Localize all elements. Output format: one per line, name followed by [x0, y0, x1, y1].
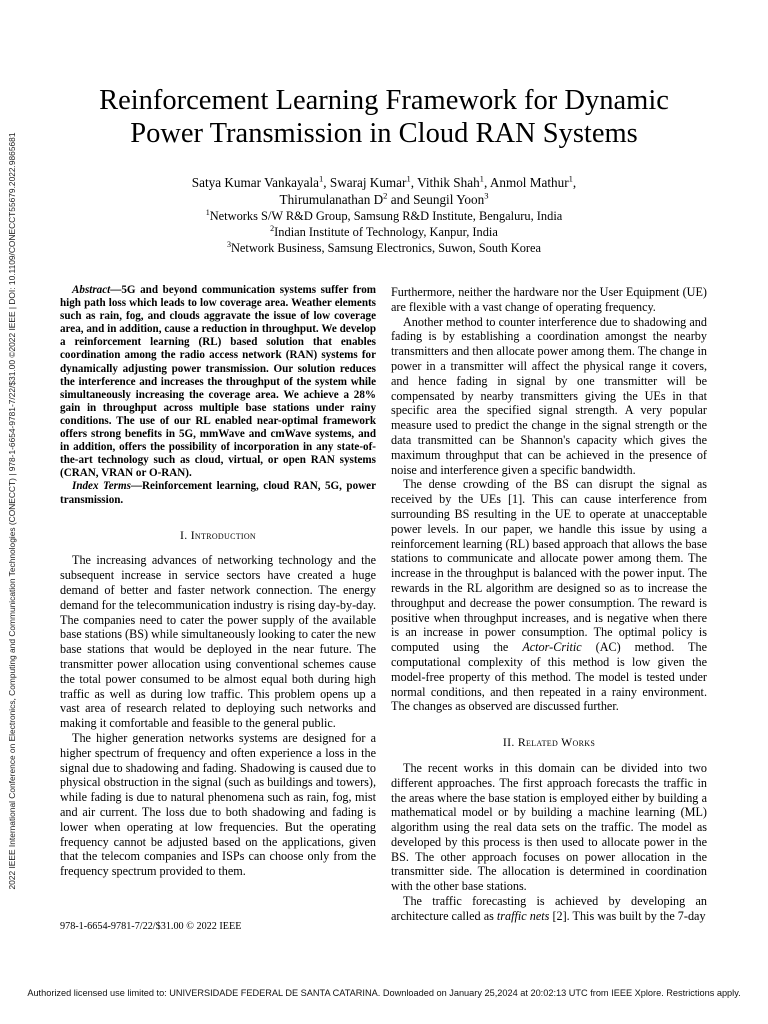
index-terms-text: —Reinforcement learning, cloud RAN, 5G, power transmission.	[60, 480, 376, 506]
paragraph: Another method to counter interference due to shadowing and fading is by establishing a coordination amongst the nearby transmitters and then allocate power among them. The change in power in a transmitter will affect the physical range it covers, and hence fading in signal by one transmitter will be compensated by nearby transmitters giving the UEs in that specific area the specified signal strength. A very popular measure used to predict the change in the signal strength or the data transmitted can be Shannon's capacity which gives the maximum throughput that can be achieved in the presence of noise and interference given a specific bandwidth.	[391, 314, 707, 477]
emphasis-text: Actor-Critic	[522, 640, 582, 655]
affil-text: Indian Institute of Technology, Kanpur, India	[274, 225, 498, 239]
right-column	[391, 285, 707, 924]
affil-mark: 2	[270, 223, 275, 233]
author-line-1	[40, 174, 728, 191]
section-title: Introduction	[190, 527, 257, 542]
section-heading-related-works	[391, 735, 707, 750]
license-footer: Authorized licensed use limited to: UNIVERSIDADE FEDERAL DE SANTA CATARINA. Downloaded on January 25,2024 at 20:02:13 UTC from IEEE Xplore. Restrictions apply.	[27, 988, 741, 998]
paragraph: The increasing advances of networking technology and the subsequent increase in service sectors have created a huge demand of better and faster network connection. The energy demand for the telecommunication industry is rising day-by-day. The companies need to cater the power supply of the available base stations (BS) while simultaneously looking to cater the new base stations that would be deployed in the near future. The transmitter power allocation using conventional schemes cause the total power consumed to be almost equal both during high traffic as well as during low traffic. This problem opens up a vast area of research related to deploying such networks and making it comfortable and feasible to the general public.	[60, 553, 377, 731]
author-affil-mark: 1	[319, 173, 324, 184]
abstract-label: Abstract	[72, 284, 111, 296]
index-terms-label: Index Terms	[72, 480, 131, 493]
author-name: , Anmol Mathur	[483, 175, 569, 190]
author-affil-mark: 1	[406, 173, 411, 184]
author-affil-mark: 1	[568, 173, 573, 184]
paragraph-text: (AC) method. The computational complexity of this method is low given the model-free property of this method. The model is tested under normal conditions, and then repeated in a rainy environment. The changes as observed are discussed further.	[391, 640, 707, 714]
affil-mark: 3	[226, 239, 231, 249]
title-line-1: Reinforcement Learning Framework for Dynamic	[99, 85, 669, 116]
affil-mark: 1	[205, 207, 210, 217]
section-number: II.	[502, 735, 515, 750]
paragraph-text: The dense crowding of the BS can disrupt the signal as received by the UEs [1]. This can cause interference from surrounding BS resulting in the UE to operate at unacceptable power levels. In our paper, we handle this issue by using a reinforcement learning (RL) based approach that allows the base stations to communicate and allocate power among them. The increase in the throughput is balanced with the power input. The rewards in the RL algorithm are designed so as to increase the throughput and decrease the power consumption. The reward is positive when throughput increases, and is negative when there is an increase in power consumption. The optimal policy is computed using the	[391, 477, 707, 655]
affiliation	[40, 224, 728, 240]
affil-text: Networks S/W R&D Group, Samsung R&D Institute, Bengaluru, India	[209, 209, 563, 223]
abstract-text: —5G and beyond communication systems suffer from high path loss which leads to low coverage area. Weather elements such as rain, fog, and clouds aggravate the issue of low coverage area, and in addition, cause a reduction in throughput. We develop a reinforcement learning (RL) based solution that enables coordination among the radio access network (RAN) systems for dynamically adjusting power transmission. Our solution reduces the interference and increases the throughput of the system while simultaneously increasing the coverage area. We achieve a 28% gain in throughput across multiple base stations under rainy conditions. The use of our RL enabled near-optimal framework offers strong benefits in 5G, mmWave and cmWave systems, and in addition, offers the possibility of incorporation in any state-of-the-art technology such as cloud, virtual, or open RAN systems (CRAN, VRAN or O-RAN).	[60, 284, 376, 480]
sidebar-citation: 2022 IEEE International Conference on Electronics, Computing and Communication Technologies (CONECCT) | 978-1-6654-9781-7/22/$31.00 ©2022 IEEE | DOI: 10.1109/CONECCT55679.2022.9865681	[7, 132, 17, 890]
paragraph	[391, 477, 707, 714]
abstract	[60, 284, 376, 480]
paragraph	[391, 894, 707, 924]
author-name: , Swaraj Kumar	[323, 175, 407, 190]
author-affil-mark: 3	[484, 190, 489, 201]
author-affil-mark: 1	[479, 173, 484, 184]
author-name: Thirumulanathan D	[279, 192, 384, 207]
paper-title	[40, 84, 728, 150]
author-name: Satya Kumar Vankayala	[191, 175, 319, 190]
author-affil-mark: 2	[383, 190, 388, 201]
author-name: , Vithik Shah	[410, 175, 480, 190]
paragraph: The recent works in this domain can be divided into two different approaches. The first approach forecasts the traffic in the areas where the base station is employed either by building a mathematical model or by building a machine learning (ML) algorithm using the real data sets on the traffic. The model as developed by this process is then used to allocate power in the BS. The other approach focuses on power allocation in the transmitter side. The allocation is determined in coordination with the other base stations.	[391, 760, 707, 894]
paragraph-text: The traffic forecasting is achieved by developing an architecture called as	[391, 894, 707, 923]
index-terms	[60, 480, 376, 506]
author-block	[40, 174, 728, 256]
emphasis-text: traffic nets	[496, 908, 550, 923]
affiliation	[40, 208, 728, 224]
copyright-footnote: 978-1-6654-9781-7/22/$31.00 © 2022 IEEE	[60, 921, 242, 932]
section-number: I.	[179, 527, 188, 542]
author-name: and Seungil Yoon	[387, 192, 485, 207]
author-separator: ,	[572, 175, 577, 190]
author-line-2	[40, 191, 728, 208]
affil-text: Network Business, Samsung Electronics, Suwon, South Korea	[230, 241, 542, 255]
affiliation	[40, 240, 728, 256]
sidebar-margin	[0, 0, 24, 1024]
section-heading-introduction	[60, 528, 376, 543]
section-title: Related Works	[517, 735, 596, 750]
paragraph: The higher generation networks systems are designed for a higher spectrum of frequency and often experience a loss in the signal due to shadowing and fading. Shadowing is caused due to physical obstruction in the signal (such as buildings and towers), while fading is due to natural phenomena such as rain, fog, mist and air current. The loss due to both shadowing and fading is lower when operating at low frequencies. But the operating frequency cannot be adjusted based on the applications, given that the telecom companies and ISPs can choose only from the frequency spectrum provided to them.	[60, 730, 376, 879]
paragraph: Furthermore, neither the hardware nor the User Equipment (UE) are flexible with a vast change of operating frequency.	[391, 285, 707, 314]
left-column	[60, 284, 376, 879]
title-line-2: Power Transmission in Cloud RAN Systems	[130, 118, 638, 149]
paragraph-text: [2]. This was built by the 7-day	[549, 908, 706, 923]
